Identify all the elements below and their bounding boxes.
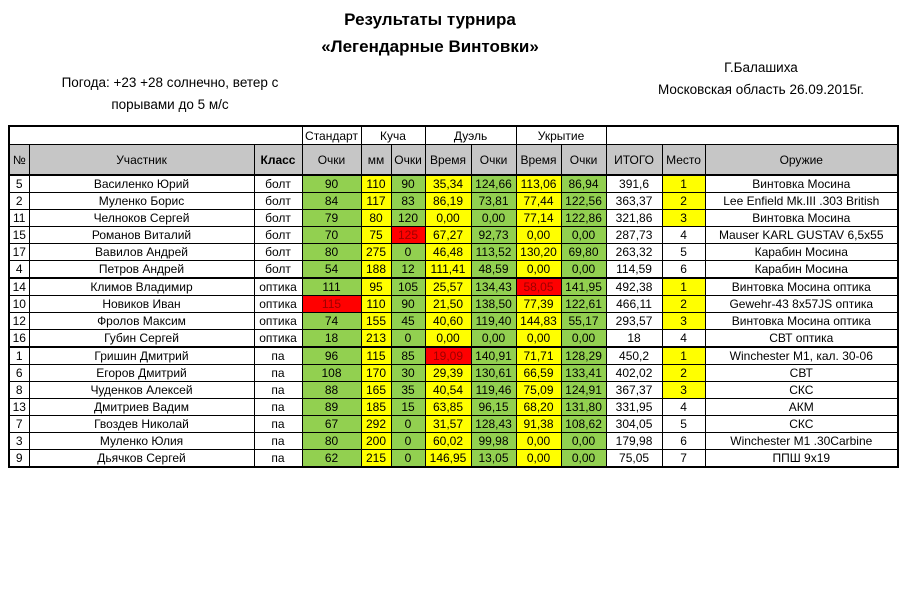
cell-group-points: 125 [391, 227, 425, 244]
cell-duel-points: 73,81 [471, 193, 516, 210]
cell-cover-points: 128,29 [561, 347, 606, 365]
cell-duel-time: 19,09 [425, 347, 471, 365]
cell-weapon: Винтовка Мосина [705, 210, 898, 227]
cell-cover-time: 0,00 [516, 433, 561, 450]
cell-cover-points: 108,62 [561, 416, 606, 433]
cell-number: 10 [9, 296, 29, 313]
table-row [9, 347, 898, 365]
cell-duel-time: 31,57 [425, 416, 471, 433]
cell-participant: Гвоздев Николай [29, 416, 254, 433]
col-header-participant: Участник [29, 145, 254, 176]
cell-duel-points: 96,15 [471, 399, 516, 416]
cell-participant: Губин Сергей [29, 330, 254, 348]
cell-total: 321,86 [606, 210, 662, 227]
cell-total: 492,38 [606, 278, 662, 296]
group-header-row [9, 126, 898, 145]
cell-place: 1 [662, 347, 705, 365]
location-line-2: Московская область 26.09.2015г. [657, 82, 865, 97]
col-header-duel-time: Время [425, 145, 471, 176]
cell-cover-time: 0,00 [516, 227, 561, 244]
cell-group-mm: 110 [361, 296, 391, 313]
cell-number: 16 [9, 330, 29, 348]
cell-group-points: 90 [391, 175, 425, 193]
cell-duel-points: 48,59 [471, 261, 516, 279]
cell-place: 7 [662, 450, 705, 468]
cell-group-mm: 110 [361, 175, 391, 193]
cell-place: 4 [662, 399, 705, 416]
cell-total: 391,6 [606, 175, 662, 193]
cell-place: 2 [662, 365, 705, 382]
cell-standard-points: 115 [302, 296, 361, 313]
table-row [9, 261, 898, 279]
cell-standard-points: 88 [302, 382, 361, 399]
cell-group-points: 0 [391, 433, 425, 450]
cell-total: 304,05 [606, 416, 662, 433]
cell-weapon: Gewehr-43 8x57JS оптика [705, 296, 898, 313]
cell-total: 18 [606, 330, 662, 348]
col-header-duel-points: Очки [471, 145, 516, 176]
cell-weapon: Карабин Мосина [705, 244, 898, 261]
cell-class: па [254, 399, 302, 416]
cell-weapon: Winchester M1 .30Carbine [705, 433, 898, 450]
results-header [9, 126, 898, 175]
cell-duel-time: 146,95 [425, 450, 471, 468]
col-header-kucha-points: Очки [391, 145, 425, 176]
cell-class: па [254, 450, 302, 468]
cell-class: оптика [254, 278, 302, 296]
cell-group-points: 90 [391, 296, 425, 313]
cell-duel-time: 25,57 [425, 278, 471, 296]
cell-weapon: Винтовка Мосина оптика [705, 278, 898, 296]
cell-class: болт [254, 210, 302, 227]
cell-participant: Дмитриев Вадим [29, 399, 254, 416]
page-title [0, 6, 860, 60]
table-row [9, 278, 898, 296]
cell-participant: Чуденков Алексей [29, 382, 254, 399]
cell-group-points: 35 [391, 382, 425, 399]
cell-duel-time: 111,41 [425, 261, 471, 279]
cell-duel-time: 29,39 [425, 365, 471, 382]
cell-total: 287,73 [606, 227, 662, 244]
cell-participant: Егоров Дмитрий [29, 365, 254, 382]
cell-weapon: СКС [705, 416, 898, 433]
table-row [9, 399, 898, 416]
cell-cover-points: 0,00 [561, 433, 606, 450]
cell-cover-points: 122,56 [561, 193, 606, 210]
cell-group-mm: 170 [361, 365, 391, 382]
col-header-mm: мм [361, 145, 391, 176]
col-header-weapon: Оружие [705, 145, 898, 176]
cell-duel-points: 124,66 [471, 175, 516, 193]
cell-cover-time: 91,38 [516, 416, 561, 433]
cell-total: 450,2 [606, 347, 662, 365]
cell-weapon: Lee Enfield Mk.III .303 British [705, 193, 898, 210]
cell-class: па [254, 365, 302, 382]
table-row [9, 296, 898, 313]
title-line-2: «Легендарные Винтовки» [321, 37, 539, 56]
group-header-cover: Укрытие [516, 126, 606, 145]
cell-cover-time: 0,00 [516, 261, 561, 279]
cell-number: 6 [9, 365, 29, 382]
table-row [9, 210, 898, 227]
cell-duel-points: 0,00 [471, 330, 516, 348]
weather-note [30, 72, 310, 116]
cell-participant: Гришин Дмитрий [29, 347, 254, 365]
cell-group-points: 0 [391, 416, 425, 433]
cell-cover-time: 77,39 [516, 296, 561, 313]
cell-standard-points: 70 [302, 227, 361, 244]
table-row [9, 227, 898, 244]
cell-number: 17 [9, 244, 29, 261]
table-row [9, 382, 898, 399]
weather-line-1: Погода: +23 +28 солнечно, ветер с [61, 75, 279, 90]
cell-cover-points: 55,17 [561, 313, 606, 330]
cell-number: 2 [9, 193, 29, 210]
cell-duel-points: 130,61 [471, 365, 516, 382]
cell-place: 3 [662, 210, 705, 227]
cell-class: оптика [254, 330, 302, 348]
table-row [9, 244, 898, 261]
cell-standard-points: 108 [302, 365, 361, 382]
cell-place: 1 [662, 175, 705, 193]
col-header-number: № [9, 145, 29, 176]
cell-duel-points: 13,05 [471, 450, 516, 468]
cell-cover-points: 141,95 [561, 278, 606, 296]
cell-participant: Муленко Борис [29, 193, 254, 210]
cell-duel-time: 0,00 [425, 210, 471, 227]
col-header-class: Класс [254, 145, 302, 176]
cell-place: 5 [662, 244, 705, 261]
col-header-total: ИТОГО [606, 145, 662, 176]
cell-weapon: СВТ оптика [705, 330, 898, 348]
cell-number: 13 [9, 399, 29, 416]
cell-group-points: 120 [391, 210, 425, 227]
cell-weapon: Mauser KARL GUSTAV 6,5x55 [705, 227, 898, 244]
cell-participant: Романов Виталий [29, 227, 254, 244]
cell-total: 114,59 [606, 261, 662, 279]
cell-duel-time: 0,00 [425, 330, 471, 348]
cell-group-points: 105 [391, 278, 425, 296]
cell-group-points: 15 [391, 399, 425, 416]
cell-participant: Василенко Юрий [29, 175, 254, 193]
cell-duel-points: 113,52 [471, 244, 516, 261]
cell-duel-time: 67,27 [425, 227, 471, 244]
cell-group-points: 12 [391, 261, 425, 279]
cell-group-mm: 95 [361, 278, 391, 296]
cell-group-points: 85 [391, 347, 425, 365]
cell-place: 4 [662, 330, 705, 348]
cell-participant: Дьячков Сергей [29, 450, 254, 468]
cell-class: болт [254, 193, 302, 210]
cell-group-points: 0 [391, 450, 425, 468]
location-note [618, 57, 904, 101]
cell-duel-time: 60,02 [425, 433, 471, 450]
cell-standard-points: 54 [302, 261, 361, 279]
cell-class: болт [254, 261, 302, 279]
cell-duel-time: 40,54 [425, 382, 471, 399]
cell-total: 402,02 [606, 365, 662, 382]
cell-group-points: 0 [391, 330, 425, 348]
cell-total: 331,95 [606, 399, 662, 416]
cell-cover-time: 144,83 [516, 313, 561, 330]
col-header-place: Место [662, 145, 705, 176]
cell-group-points: 45 [391, 313, 425, 330]
table-row [9, 330, 898, 348]
cell-cover-points: 0,00 [561, 450, 606, 468]
cell-number: 3 [9, 433, 29, 450]
cell-cover-time: 75,09 [516, 382, 561, 399]
cell-group-points: 0 [391, 244, 425, 261]
cell-duel-points: 128,43 [471, 416, 516, 433]
cell-standard-points: 18 [302, 330, 361, 348]
cell-group-mm: 155 [361, 313, 391, 330]
cell-participant: Новиков Иван [29, 296, 254, 313]
cell-place: 6 [662, 261, 705, 279]
cell-number: 5 [9, 175, 29, 193]
cell-standard-points: 96 [302, 347, 361, 365]
cell-cover-time: 113,06 [516, 175, 561, 193]
cell-duel-time: 86,19 [425, 193, 471, 210]
cell-place: 1 [662, 278, 705, 296]
column-header-row [9, 145, 898, 176]
cell-cover-points: 0,00 [561, 227, 606, 244]
cell-cover-time: 66,59 [516, 365, 561, 382]
cell-duel-points: 0,00 [471, 210, 516, 227]
cell-cover-time: 0,00 [516, 450, 561, 468]
cell-group-points: 30 [391, 365, 425, 382]
cell-standard-points: 62 [302, 450, 361, 468]
cell-number: 7 [9, 416, 29, 433]
cell-cover-points: 69,80 [561, 244, 606, 261]
cell-standard-points: 79 [302, 210, 361, 227]
cell-group-mm: 165 [361, 382, 391, 399]
group-header-kucha: Куча [361, 126, 425, 145]
cell-duel-points: 138,50 [471, 296, 516, 313]
results-table [8, 125, 899, 468]
cell-class: болт [254, 244, 302, 261]
cell-participant: Фролов Максим [29, 313, 254, 330]
cell-duel-points: 92,73 [471, 227, 516, 244]
cell-participant: Вавилов Андрей [29, 244, 254, 261]
cell-total: 363,37 [606, 193, 662, 210]
cell-cover-points: 133,41 [561, 365, 606, 382]
cell-class: оптика [254, 313, 302, 330]
cell-class: па [254, 433, 302, 450]
cell-standard-points: 80 [302, 433, 361, 450]
cell-number: 11 [9, 210, 29, 227]
cell-cover-time: 130,20 [516, 244, 561, 261]
cell-cover-time: 58,05 [516, 278, 561, 296]
cell-standard-points: 90 [302, 175, 361, 193]
table-row [9, 416, 898, 433]
group-header-duel: Дуэль [425, 126, 516, 145]
cell-class: оптика [254, 296, 302, 313]
cell-participant: Петров Андрей [29, 261, 254, 279]
cell-total: 75,05 [606, 450, 662, 468]
cell-number: 12 [9, 313, 29, 330]
col-header-cover-time: Время [516, 145, 561, 176]
cell-weapon: Карабин Мосина [705, 261, 898, 279]
cell-weapon: Винтовка Мосина [705, 175, 898, 193]
cell-total: 179,98 [606, 433, 662, 450]
cell-standard-points: 74 [302, 313, 361, 330]
cell-group-mm: 185 [361, 399, 391, 416]
cell-cover-time: 71,71 [516, 347, 561, 365]
cell-group-mm: 215 [361, 450, 391, 468]
cell-group-mm: 275 [361, 244, 391, 261]
cell-total: 263,32 [606, 244, 662, 261]
cell-total: 466,11 [606, 296, 662, 313]
cell-weapon: ППШ 9x19 [705, 450, 898, 468]
cell-group-mm: 292 [361, 416, 391, 433]
cell-cover-points: 0,00 [561, 261, 606, 279]
cell-duel-time: 63,85 [425, 399, 471, 416]
cell-cover-points: 122,61 [561, 296, 606, 313]
cell-place: 2 [662, 193, 705, 210]
weather-line-2: порывами до 5 м/с [111, 97, 229, 112]
cell-duel-points: 140,91 [471, 347, 516, 365]
cell-total: 367,37 [606, 382, 662, 399]
cell-cover-time: 68,20 [516, 399, 561, 416]
table-row [9, 313, 898, 330]
cell-group-mm: 117 [361, 193, 391, 210]
cell-number: 1 [9, 347, 29, 365]
cell-participant: Муленко Юлия [29, 433, 254, 450]
cell-cover-time: 77,14 [516, 210, 561, 227]
cell-standard-points: 111 [302, 278, 361, 296]
cell-place: 3 [662, 382, 705, 399]
group-header-spacer-left [9, 126, 302, 145]
cell-class: па [254, 416, 302, 433]
group-header-standard: Стандарт [302, 126, 361, 145]
table-row [9, 193, 898, 210]
cell-standard-points: 67 [302, 416, 361, 433]
cell-standard-points: 80 [302, 244, 361, 261]
title-line-1: Результаты турнира [344, 10, 516, 29]
cell-cover-points: 131,80 [561, 399, 606, 416]
cell-duel-time: 35,34 [425, 175, 471, 193]
cell-duel-points: 134,43 [471, 278, 516, 296]
cell-group-mm: 75 [361, 227, 391, 244]
cell-duel-points: 119,40 [471, 313, 516, 330]
cell-cover-points: 0,00 [561, 330, 606, 348]
cell-cover-time: 77,44 [516, 193, 561, 210]
cell-weapon: СВТ [705, 365, 898, 382]
table-row [9, 175, 898, 193]
cell-class: болт [254, 227, 302, 244]
cell-place: 4 [662, 227, 705, 244]
cell-place: 3 [662, 313, 705, 330]
cell-duel-time: 40,60 [425, 313, 471, 330]
cell-total: 293,57 [606, 313, 662, 330]
cell-class: па [254, 347, 302, 365]
table-row [9, 450, 898, 468]
cell-weapon: Винтовка Мосина оптика [705, 313, 898, 330]
cell-number: 14 [9, 278, 29, 296]
cell-cover-time: 0,00 [516, 330, 561, 348]
cell-weapon: Winchester M1, кал. 30-06 [705, 347, 898, 365]
cell-cover-points: 86,94 [561, 175, 606, 193]
results-tbody [9, 175, 898, 467]
cell-group-points: 83 [391, 193, 425, 210]
cell-cover-points: 122,86 [561, 210, 606, 227]
cell-number: 15 [9, 227, 29, 244]
cell-cover-points: 124,91 [561, 382, 606, 399]
cell-group-mm: 80 [361, 210, 391, 227]
cell-weapon: АКМ [705, 399, 898, 416]
group-header-spacer-right [606, 126, 898, 145]
location-line-1: Г.Балашиха [724, 60, 798, 75]
cell-place: 6 [662, 433, 705, 450]
cell-weapon: СКС [705, 382, 898, 399]
cell-number: 4 [9, 261, 29, 279]
col-header-standard-points: Очки [302, 145, 361, 176]
cell-group-mm: 115 [361, 347, 391, 365]
cell-group-mm: 200 [361, 433, 391, 450]
col-header-cover-points: Очки [561, 145, 606, 176]
cell-participant: Челноков Сергей [29, 210, 254, 227]
cell-standard-points: 89 [302, 399, 361, 416]
cell-place: 2 [662, 296, 705, 313]
cell-duel-points: 99,98 [471, 433, 516, 450]
table-row [9, 365, 898, 382]
cell-number: 8 [9, 382, 29, 399]
cell-duel-time: 21,50 [425, 296, 471, 313]
cell-place: 5 [662, 416, 705, 433]
cell-group-mm: 188 [361, 261, 391, 279]
cell-class: болт [254, 175, 302, 193]
cell-class: па [254, 382, 302, 399]
table-row [9, 433, 898, 450]
cell-participant: Климов Владимир [29, 278, 254, 296]
cell-number: 9 [9, 450, 29, 468]
cell-group-mm: 213 [361, 330, 391, 348]
cell-duel-time: 46,48 [425, 244, 471, 261]
cell-standard-points: 84 [302, 193, 361, 210]
cell-duel-points: 119,46 [471, 382, 516, 399]
